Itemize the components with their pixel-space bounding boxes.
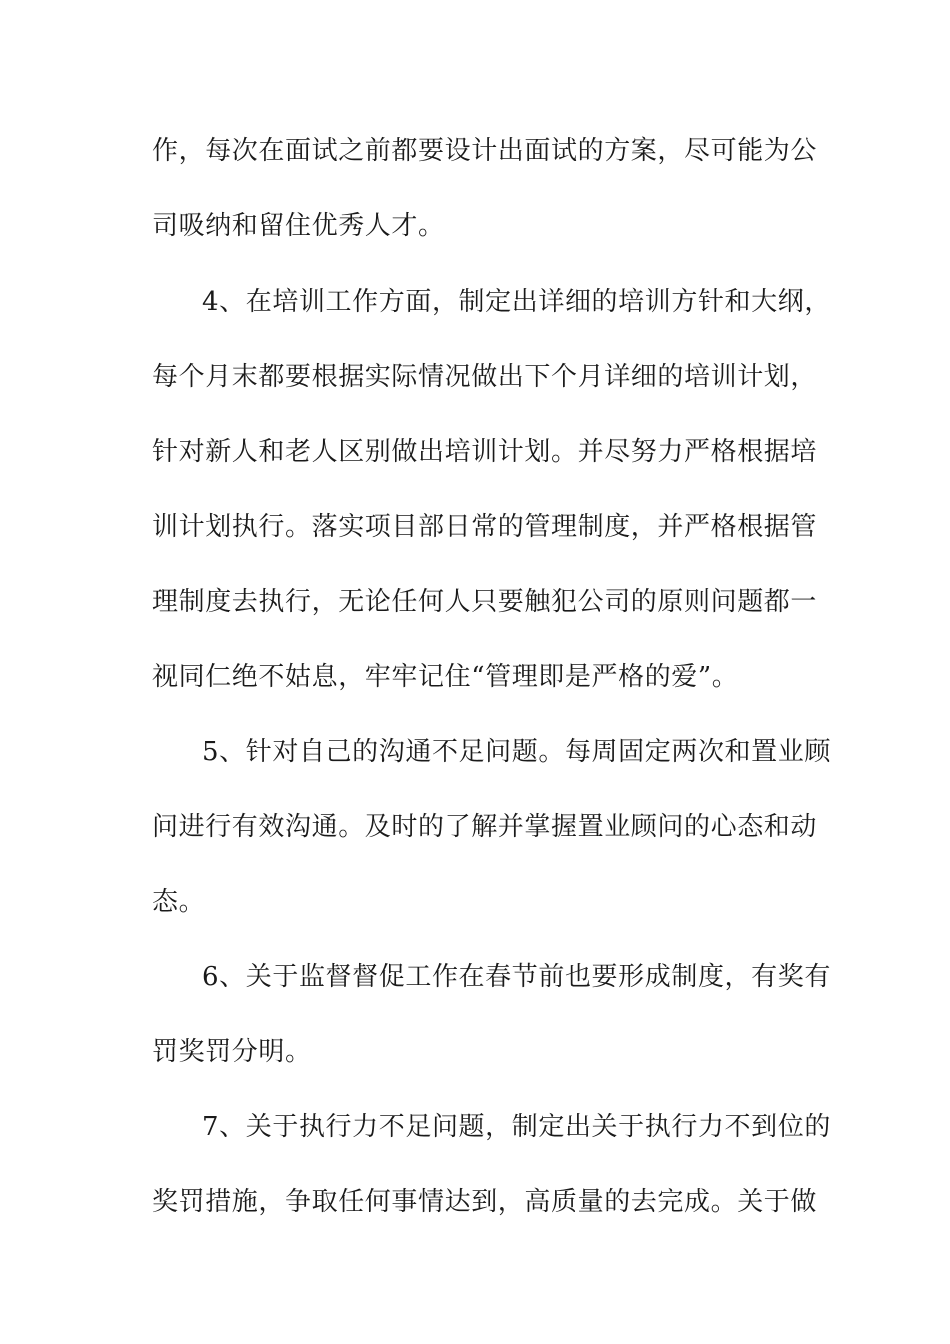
paragraph-6-start: 6、关于监督督促工作在春节前也要形成制度，有奖有 — [202, 962, 831, 992]
paragraph-4-start: 4、在培训工作方面，制定出详细的培训方针和大纲， — [202, 287, 831, 317]
text-line: 罚奖罚分明。 — [152, 1037, 312, 1067]
text-line: 理制度去执行，无论任何人只要触犯公司的原则问题都一 — [152, 587, 818, 617]
paragraph-5-start: 5、针对自己的沟通不足问题。每周固定两次和置业顾 — [202, 737, 831, 767]
text-line: 训计划执行。落实项目部日常的管理制度，并严格根据管 — [152, 512, 818, 542]
text-line: 视同仁绝不姑息，牢牢记住“管理即是严格的爱”。 — [152, 662, 739, 692]
text-line: 针对新人和老人区别做出培训计划。并尽努力严格根据培 — [152, 437, 818, 467]
paragraph-7-start: 7、关于执行力不足问题，制定出关于执行力不到位的 — [202, 1112, 831, 1142]
text-line: 问进行有效沟通。及时的了解并掌握置业顾问的心态和动 — [152, 812, 818, 842]
text-line: 每个月末都要根据实际情况做出下个月详细的培训计划， — [152, 362, 818, 392]
text-line: 奖罚措施，争取任何事情达到，高质量的去完成。关于做 — [152, 1187, 818, 1217]
text-line: 态。 — [152, 887, 206, 917]
text-line: 司吸纳和留住优秀人才。 — [152, 211, 445, 241]
text-line: 作，每次在面试之前都要设计出面试的方案，尽可能为公 — [152, 136, 818, 166]
